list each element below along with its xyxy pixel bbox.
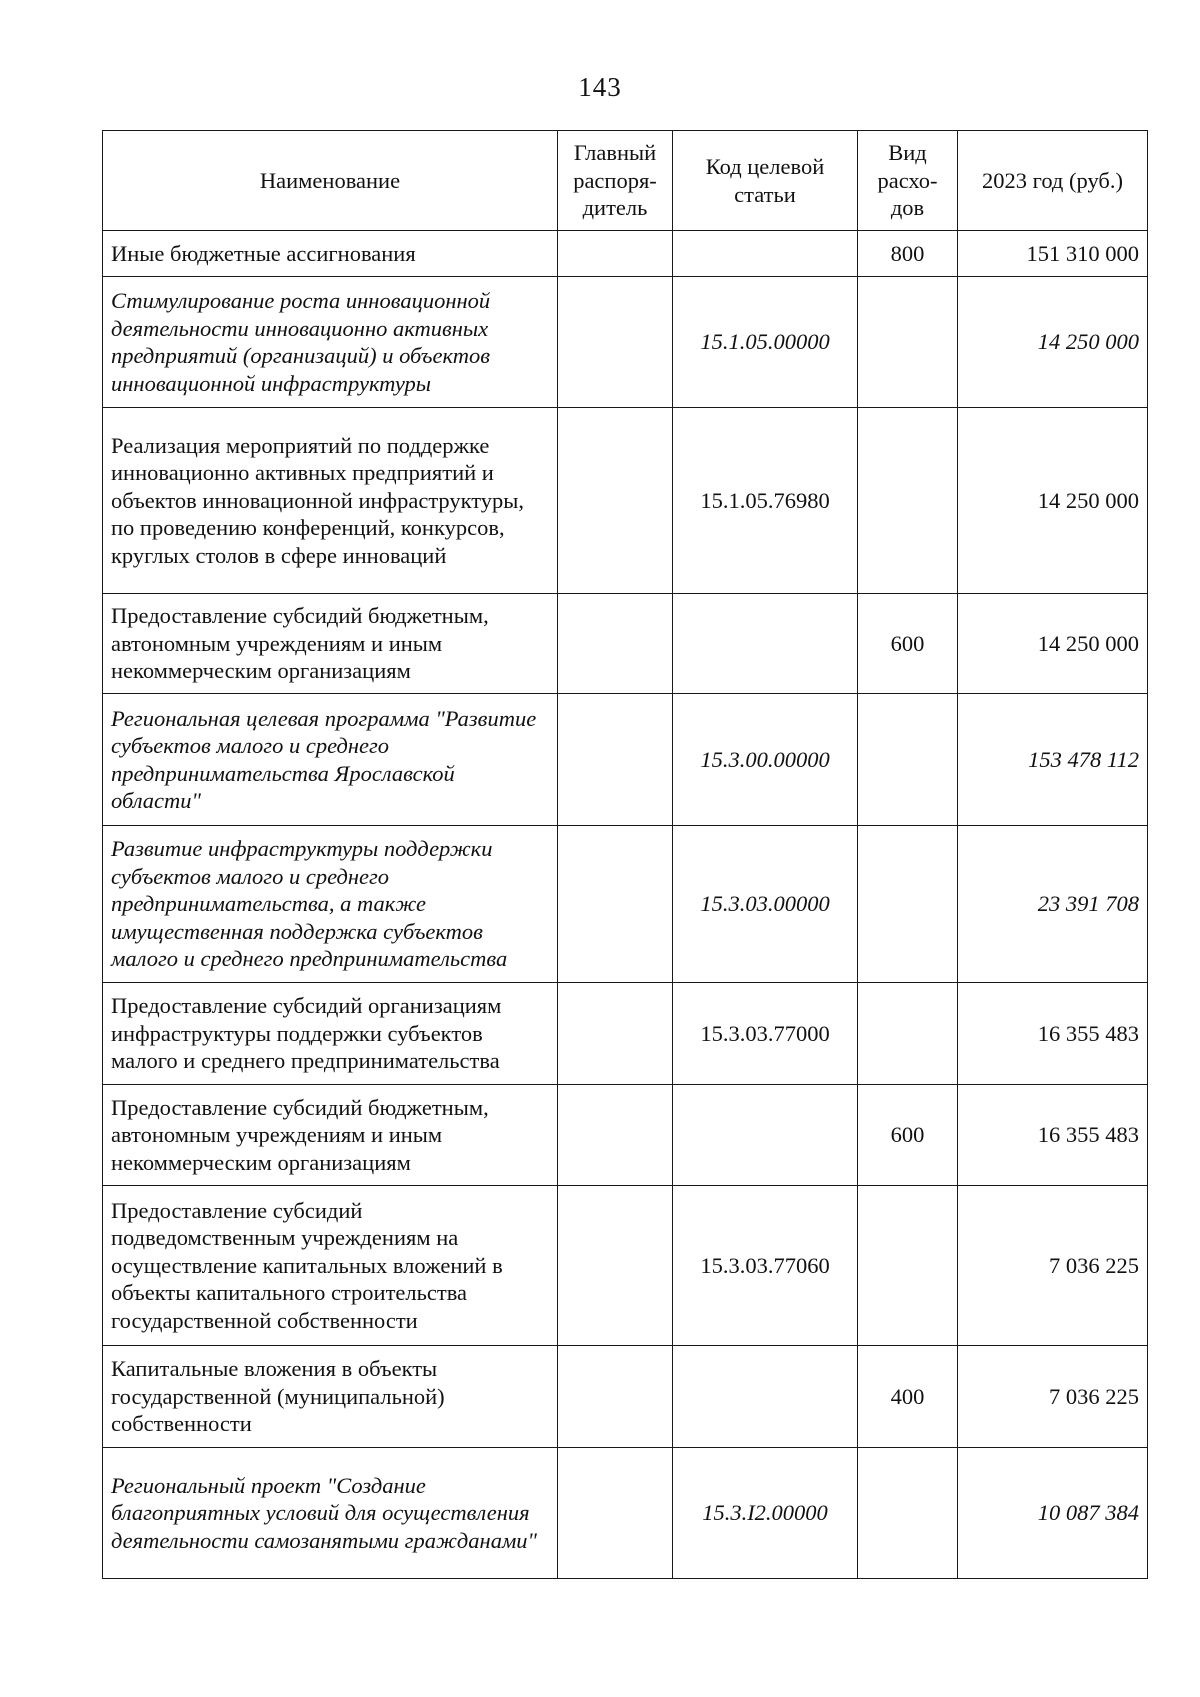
row-target-code: 15.3.03.77060 — [673, 1186, 858, 1346]
row-manager — [558, 408, 673, 594]
row-amount: 7 036 225 — [958, 1346, 1148, 1448]
table-row — [103, 1186, 1148, 1346]
column-header-year: 2023 год (руб.) — [958, 131, 1148, 231]
row-name: Предоставление субсидий бюджетным, автономным учреждениям и иным некоммерческим организациям — [103, 1085, 558, 1186]
column-header-name: Наименование — [103, 131, 558, 231]
row-target-code — [673, 1346, 858, 1448]
row-expense-type — [858, 826, 958, 983]
row-expense-type — [858, 408, 958, 594]
table-row — [103, 1448, 1148, 1579]
row-target-code: 15.3.03.00000 — [673, 826, 858, 983]
row-manager — [558, 1186, 673, 1346]
row-expense-type — [858, 277, 958, 408]
row-manager — [558, 1448, 673, 1579]
table-row — [103, 983, 1148, 1085]
row-name: Региональный проект "Создание благоприятных условий для осуществления деятельности самозанятыми гражданами" — [103, 1448, 558, 1579]
row-target-code: 15.3.I2.00000 — [673, 1448, 858, 1579]
row-name: Реализация мероприятий по поддержке инновационно активных предприятий и объектов инновационной инфраструктуры, по проведению конференций, конкурсов, круглых столов в сфере инноваций — [103, 408, 558, 594]
row-expense-type — [858, 1186, 958, 1346]
row-amount: 16 355 483 — [958, 983, 1148, 1085]
row-manager — [558, 277, 673, 408]
row-manager — [558, 826, 673, 983]
row-name: Стимулирование роста инновационной деятельности инновационно активных предприятий (организаций) и объектов инновационной инфраструктуры — [103, 277, 558, 408]
row-amount: 153 478 112 — [958, 694, 1148, 826]
table-row — [103, 277, 1148, 408]
column-header-manager: Главный распоря-дитель — [558, 131, 673, 231]
row-amount: 7 036 225 — [958, 1186, 1148, 1346]
row-expense-type — [858, 694, 958, 826]
row-manager — [558, 1346, 673, 1448]
budget-table — [102, 130, 1148, 1579]
row-manager — [558, 1085, 673, 1186]
row-expense-type — [858, 1448, 958, 1579]
row-expense-type: 600 — [858, 1085, 958, 1186]
row-manager — [558, 231, 673, 277]
table-row — [103, 694, 1148, 826]
row-name: Развитие инфраструктуры поддержки субъектов малого и среднего предпринимательства, а также имущественная поддержка субъектов малого и среднего предпринимательства — [103, 826, 558, 983]
row-target-code: 15.3.03.77000 — [673, 983, 858, 1085]
row-target-code — [673, 594, 858, 694]
row-target-code — [673, 1085, 858, 1186]
row-amount: 16 355 483 — [958, 1085, 1148, 1186]
row-name: Предоставление субсидий бюджетным, автономным учреждениям и иным некоммерческим организациям — [103, 594, 558, 694]
row-expense-type — [858, 983, 958, 1085]
table-row — [103, 594, 1148, 694]
row-name: Иные бюджетные ассигнования — [103, 231, 558, 277]
column-header-target-code: Код целевой статьи — [673, 131, 858, 231]
table-header-row — [103, 131, 1148, 231]
row-name: Региональная целевая программа "Развитие субъектов малого и среднего предпринимательства Ярославской области" — [103, 694, 558, 826]
row-target-code — [673, 231, 858, 277]
table-row — [103, 231, 1148, 277]
page-number: 143 — [578, 72, 622, 102]
row-amount: 10 087 384 — [958, 1448, 1148, 1579]
table-row — [103, 826, 1148, 983]
row-manager — [558, 694, 673, 826]
row-name: Предоставление субсидий подведомственным учреждениям на осуществление капитальных вложений в объекты капитального строительства государственной собственности — [103, 1186, 558, 1346]
row-expense-type: 800 — [858, 231, 958, 277]
table-row — [103, 1346, 1148, 1448]
table-row — [103, 1085, 1148, 1186]
row-amount: 14 250 000 — [958, 408, 1148, 594]
column-header-expense-type: Вид расхо-дов — [858, 131, 958, 231]
table-row — [103, 408, 1148, 594]
row-target-code: 15.1.05.76980 — [673, 408, 858, 594]
row-manager — [558, 983, 673, 1085]
row-expense-type: 400 — [858, 1346, 958, 1448]
row-name: Капитальные вложения в объекты государственной (муниципальной) собственности — [103, 1346, 558, 1448]
row-manager — [558, 594, 673, 694]
row-expense-type: 600 — [858, 594, 958, 694]
row-amount: 23 391 708 — [958, 826, 1148, 983]
row-target-code: 15.3.00.00000 — [673, 694, 858, 826]
row-amount: 151 310 000 — [958, 231, 1148, 277]
row-amount: 14 250 000 — [958, 277, 1148, 408]
row-amount: 14 250 000 — [958, 594, 1148, 694]
row-target-code: 15.1.05.00000 — [673, 277, 858, 408]
row-name: Предоставление субсидий организациям инфраструктуры поддержки субъектов малого и среднего предпринимательства — [103, 983, 558, 1085]
